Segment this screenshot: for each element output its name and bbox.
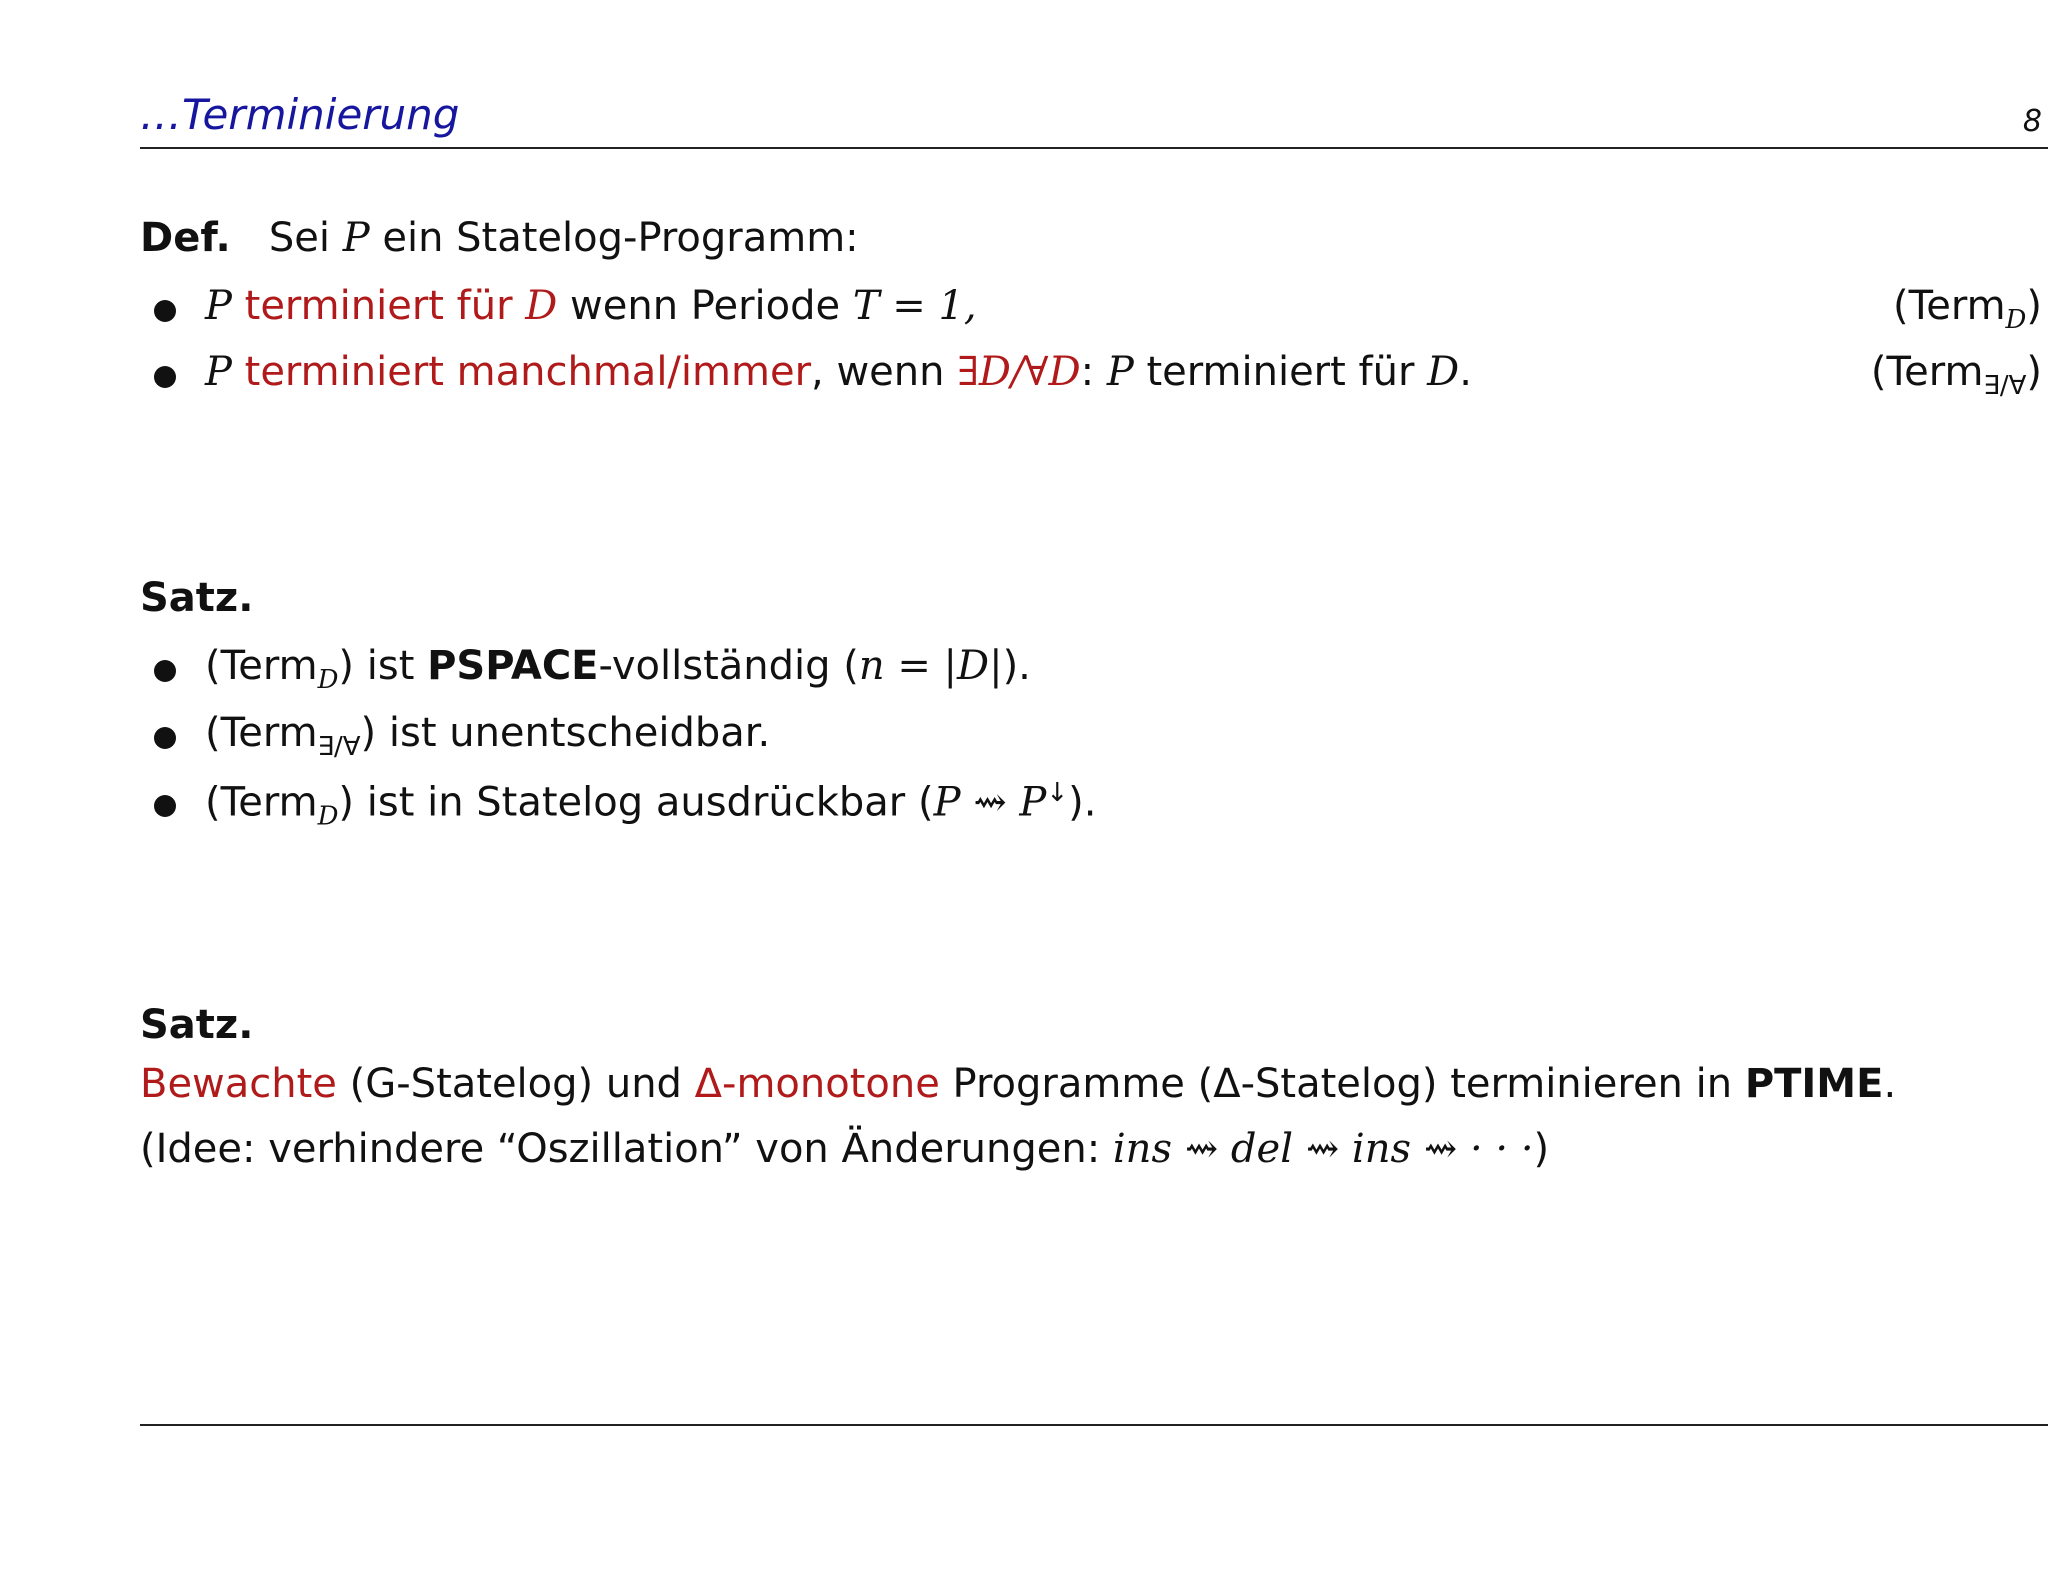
definition-bullet-2: P terminiert manchmal/immer, wenn ∃D/∀D: P terminiert für D.	[205, 349, 1472, 395]
definition-label: Def.	[140, 215, 231, 261]
bullet-dot	[154, 300, 176, 322]
bullet-dot	[154, 660, 176, 682]
slide-title: …Terminierung	[140, 90, 460, 139]
footer-rule	[140, 1424, 2048, 1426]
definition-intro: Def. Sei P ein Statelog-Programm:	[140, 215, 859, 261]
header-rule	[140, 147, 2048, 149]
equation-tag-term-exists-forall: (Term$_{\exists/\forall}$)	[1870, 349, 2042, 401]
theorem-1-item-2: (Term$_{\exists/\forall}$) ist unentscheidbar.	[205, 710, 771, 762]
theorem-label-2: Satz.	[140, 1002, 254, 1048]
page-number: 8	[2022, 104, 2042, 139]
bullet-dot	[154, 727, 176, 749]
equation-tag-term-d: (Term$_D$)	[1892, 283, 2042, 335]
bullet-dot	[154, 366, 176, 388]
theorem-2-line-2: (Idee: verhindere “Oszillation” von Änderungen: ins ⇝ del ⇝ ins ⇝ · · ·)	[140, 1126, 1550, 1172]
theorem-label-1: Satz.	[140, 575, 254, 621]
theorem-1-item-1: (Term$_D$) ist PSPACE-vollständig (n = |D|).	[205, 643, 1031, 695]
definition-bullet-1: P terminiert für D wenn Periode T = 1,	[205, 283, 977, 329]
theorem-1-item-3: (Term$_D$) ist in Statelog ausdrückbar (P ⇝ P↓).	[205, 778, 1097, 832]
theorem-2-line-1: Bewachte (G-Statelog) und Δ-monotone Programme (Δ-Statelog) terminieren in PTIME.	[140, 1061, 1897, 1107]
bullet-dot	[154, 795, 176, 817]
